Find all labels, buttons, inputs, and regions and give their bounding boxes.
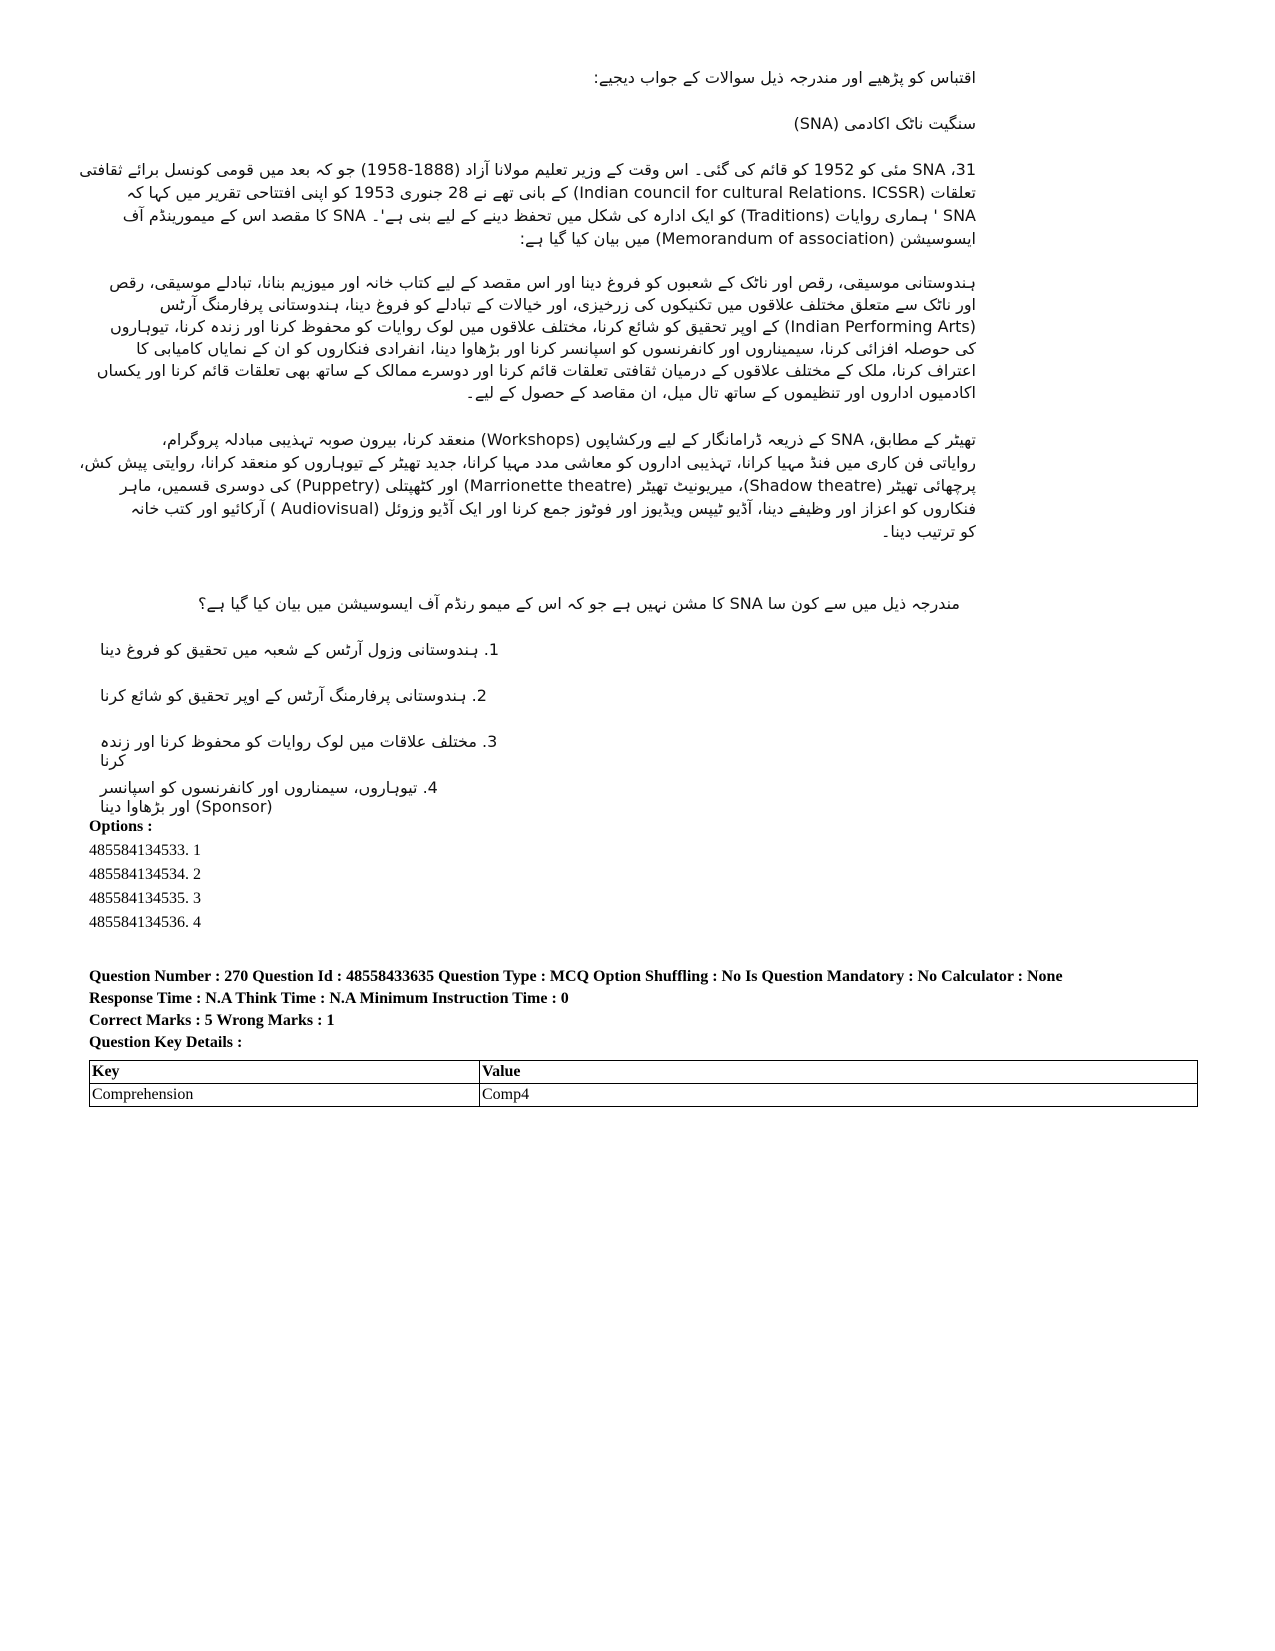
option-item[interactable]: 485584134533. 1 [89,842,201,859]
paragraph-line: (Indian Performing Arts) کے اوپر تحقیق کو شائع کرنا، مختلف علاقوں میں لوک روایات کو محفوظ کرنا اور زندہ کرنا، تیوہاروں [109,317,976,336]
paragraph-line: کی حوصلہ افزائی کرنا، سیمیناروں اور کانفرنسوں کو اسپانسر کرنا اور بڑھاوا دینا، انفرادی فنکاروں کو ان کے نمایاں کامیابی کا [136,339,976,358]
paragraph-line: فنکاروں کو اعزاز اور وظیفے دینا، آڈیو ٹیپس ویڈیوز اور فوٹوز جمع کرنا اور ایک آڈیو وزوئل (Audiovisual ) آرکائیو اور کتب خانہ [130,499,976,518]
paragraph-line: اور ناٹک سے متعلق مختلف علاقوں میں تکنیکوں کی زرخیزی، اور خیالات کے تبادلے کو فروغ دینا، ہندوستانی پرفارمنگ آرٹس [159,295,976,314]
paragraph-line: پرچھائی تھیٹر (Shadow theatre)، میریونیٹ تھیٹر (Marrionette theatre) اور کٹھپتلی (Puppetry) کی دوسری قسمیں، ماہر [119,476,976,495]
options-title: Options : [89,818,153,835]
statement-4: 4. تیوہاروں، سیمناروں اور کانفرنسوں کو اسپانسر (Sponsor) اور بڑھاوا دینا [100,778,438,816]
paragraph-line: ہندوستانی موسیقی، رقص اور ناٹک کے شعبوں کو فروغ دینا اور اس مقصد کے لیے کتاب خانہ اور میوزیم بنانا، تبادلے موسیقی، رقص [109,273,976,292]
paragraph-line: تھیٹر کے مطابق، SNA کے ذریعہ ڈرامانگار کے لیے ورکشاپوں (Workshops) منعقد کرنا، بیرون صوبہ تہذیبی مبادلہ پروگرام، [161,430,976,449]
passage-heading: سنگیت ناٹک اکادمی (SNA) [793,114,976,133]
statement-1: 1. ہندوستانی وزول آرٹس کے شعبہ میں تحقیق کو فروغ دینا [100,640,500,659]
passage-paragraph-2 [96,272,976,404]
paragraph-line: کو ترتیب دینا۔ [881,522,976,541]
question-meta-line-1: Question Number : 270 Question Id : 48558433635 Question Type : MCQ Option Shuffling : No Is Question Mandatory : No Calculator : None [89,968,1063,985]
paragraph-line: اعتراف کرنا، ملک کے مختلف علاقوں کے درمیان ثقافتی تعلقات قائم کرنا اور دوسرے ممالک کے ساتھ بھی تعلقات قائم کرنا اور یکساں [96,361,976,380]
passage-instruction: اقتباس کو پڑھیے اور مندرجہ ذیل سوالات کے جواب دیجیے: [593,68,976,87]
table-header-row [90,1061,1198,1084]
passage-paragraph-1 [79,158,976,250]
paragraph-line: روایاتی فن کاری میں فنڈ مہیا کرانا، تہذیبی اداروں کو معاشی مدد مہیا کرانا، جدید تھیٹر کے تیوہاروں کو منعقد کرانا، روایتی پیش کش، [79,453,976,472]
options-list [89,816,201,936]
table-cell-key: Comprehension [90,1084,480,1107]
statement-2: 2. ہندوستانی پرفارمنگ آرٹس کے اوپر تحقیق کو شائع کرنا [100,686,487,705]
question-metadata [89,967,1199,1055]
passage-paragraph-3 [79,428,976,543]
option-item[interactable]: 485584134536. 4 [89,914,201,931]
option-item[interactable]: 485584134535. 3 [89,890,201,907]
option-item[interactable]: 485584134534. 2 [89,866,201,883]
paragraph-line: ایسوسیشن (Memorandum of association) میں بیان کیا گیا ہے: [519,229,976,248]
table-header-key: Key [90,1061,480,1084]
paragraph-line: SNA ،31 مئی کو 1952 کو قائم کی گئی۔ اس وقت کے وزیر تعلیم مولانا آزاد (1888-1958) جو کہ بعد میں قومی کونسل برائے ثقافتی [79,160,976,179]
statement-3: 3. مختلف علاقات میں لوک روایات کو محفوظ کرنا اور زندہ کرنا [100,732,498,770]
paragraph-line: اکادمیوں اداروں اور تنظیموں کے ساتھ تال میل، ان مقاصد کے حصول کے لیے۔ [465,383,976,402]
table-header-value: Value [480,1061,1198,1084]
table-row [90,1084,1198,1107]
question-meta-line-2: Response Time : N.A Think Time : N.A Minimum Instruction Time : 0 [89,990,569,1007]
question-meta-line-3: Correct Marks : 5 Wrong Marks : 1 [89,1012,335,1029]
paragraph-line: تعلقات (Indian council for cultural Relations. ICSSR) کے بانی تھے نے 28 جنوری 1953 کو اپنی افتتاحی تقریر میں کہا کہ [126,183,976,202]
paragraph-line: SNA ' ہماری روایات (Traditions) کو ایک ادارہ کی شکل میں تحفظ دینے کے لیے بنی ہے'۔ SNA کا مقصد اس کے میمورینڈم آف [122,206,976,225]
question-key-details-label: Question Key Details : [89,1034,243,1051]
question-text: مندرجہ ذیل میں سے کون سا SNA کا مشن نہیں ہے جو کہ اس کے میمو رنڈم آف ایسوسیشن میں بیان کیا گیا ہے؟ [198,594,960,613]
question-key-table [89,1060,1198,1107]
table-cell-value: Comp4 [480,1084,1198,1107]
